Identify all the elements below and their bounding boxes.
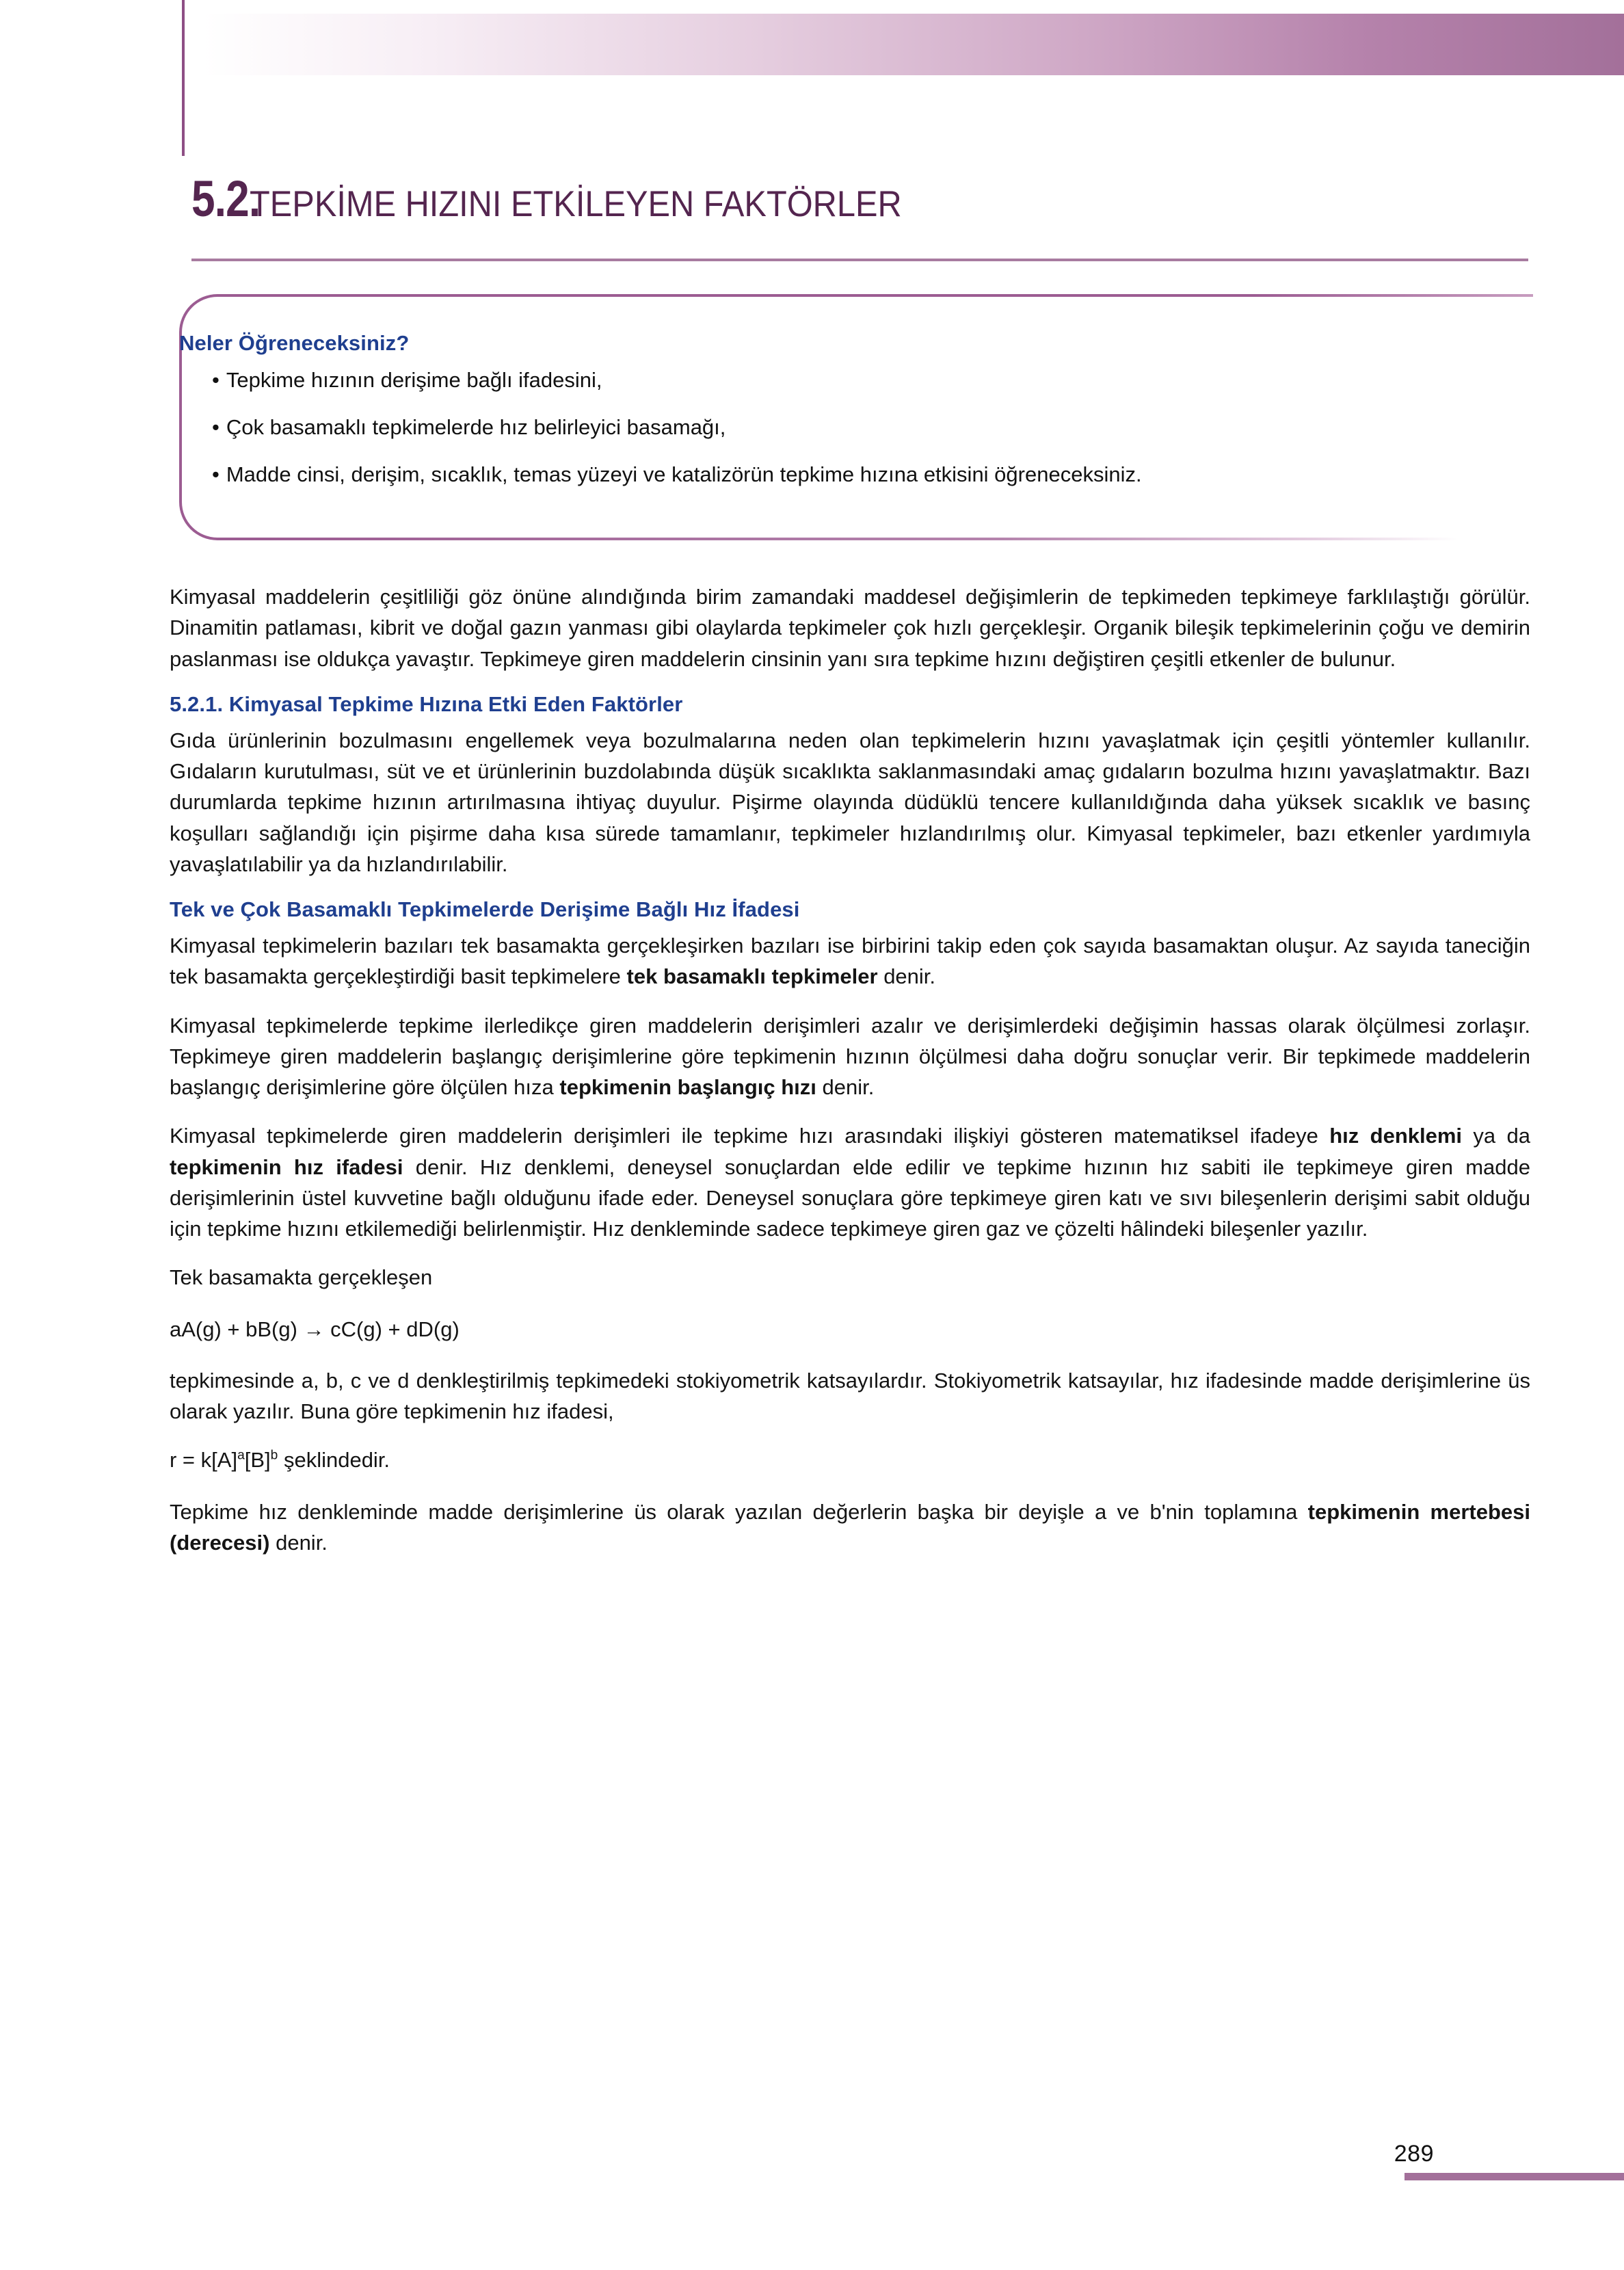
paragraph-text-pre: Kimyasal tepkimelerin bazıları tek basamakta gerçekleşirken bazıları ise birbirini takip eden çok sayıda basamaktan oluşur. Az sayıda taneciğin tek basamakta gerçekleştirdiği basit tepkimelere [170, 934, 1530, 989]
paragraph-text-bold: tepkimenin başlangıç hızı [559, 1075, 816, 1099]
learning-objectives-heading: Neler Öğreneceksiniz? [179, 331, 410, 355]
paragraph-text-pre: Tepkime hız denkleminde madde derişimlerine üs olarak yazılan değerlerin başka bir deyişle a ve b'nin toplamına [170, 1499, 1308, 1524]
bullet-icon: • [212, 415, 219, 439]
paragraph-reaction-order [170, 1496, 1530, 1559]
section-number: 5.2. [191, 170, 261, 227]
paragraph-initial-rate [170, 1010, 1530, 1103]
paragraph-text-post: denir. [816, 1075, 875, 1099]
footer-rule [1405, 2173, 1624, 2180]
section-title-text: TEPKİME HIZINI ETKİLEYEN FAKTÖRLER [250, 184, 903, 224]
section-heading-rate-expression: Tek ve Çok Basamaklı Tepkimelerde Derişime Bağlı Hız İfadesi [170, 897, 800, 921]
list-item [212, 417, 1511, 438]
list-item-label: Çok basamaklı tepkimelerde hız belirleyici basamağı, [226, 415, 726, 439]
paragraph-text-post: denir. Hız denklemi, deneysel sonuçlardan elde edilir ve tepkime hızının hız sabiti ile tepkimeye giren madde derişimlerinin üstel kuvvetine bağlı olduğunu ifade eder. Deneysel sonuçlara göre tepkimeye giren katı ve sıvı bileşenlerin derişimi sabit olduğu için tepkime hızını etkilemediği belirlenmiştir. Hız denkleminde sadece tepkimeye giren gaz ve çözelti hâlindeki bileşenler yazılır. [170, 1154, 1531, 1241]
list-item-label: Madde cinsi, derişim, sıcaklık, temas yüzeyi ve katalizörün tepkime hızına etkisini öğreneceksiniz. [226, 462, 1142, 486]
rate-law-expression [170, 1444, 1530, 1475]
body-content [170, 581, 1530, 1576]
rate-law-middle: [B] [244, 1448, 271, 1473]
box-left-rule [179, 332, 182, 502]
paragraph-rate-equation [170, 1120, 1530, 1244]
paragraph-stoichiometric: tepkimesinde a, b, c ve d denkleştirilmiş tepkimedeki stokiyometrik katsayılardır. Stokiyometrik katsayılar, hız ifadesinde madde derişimlerine üs olarak yazılır. Buna göre tepkimenin hız ifadesi, [170, 1368, 1530, 1423]
paragraph-single-step [170, 930, 1530, 992]
page-number: 289 [1394, 2141, 1434, 2167]
section-heading-5-2-1: 5.2.1. Kimyasal Tepkime Hızına Etki Eden Faktörler [170, 691, 683, 716]
paragraph-text-bold: tek basamaklı tepkimeler [626, 964, 878, 989]
rate-law-exponent-a: a [237, 1448, 245, 1463]
paragraph-factors: Gıda ürünlerinin bozulmasını engellemek veya bozulmalarına neden olan tepkimelerin hızını yavaşlatmak için çeşitli yöntemler kullanılır. Gıdaların kurutulması, süt ve et ürünlerinin buzdolabında düşük sıcaklıkta saklanmasındaki amaç gıdaların bozulma hızını yavaşlatmaktır. Bazı durumlarda tepkime hızının artırılmasına ihtiyaç duyulur. Pişirme olayında düdüklü tencere kullanıldığında daha yüksek sıcaklık ve basınç koşulları sağlandığı için pişirme daha kısa sürede tamamlanır, tepkimeler hızlandırılmış olur. Kimyasal tepkimeler, bazı etkenler yardımıyla yavaşlatılabilir ya da hızlandırılabilir. [170, 728, 1530, 876]
box-top-rule [258, 294, 1533, 297]
box-corner-top-left [179, 294, 261, 335]
single-step-lead: Tek basamakta gerçekleşen [170, 1265, 433, 1290]
title-underline [191, 259, 1528, 261]
chemical-equation: aA(g) + bB(g) → cC(g) + dD(g) [170, 1317, 460, 1341]
paragraph-text-pre: Kimyasal tepkimelerde giren maddelerin derişimleri ile tepkime hızı arasındaki ilişkiyi gösteren matematiksel ifadeye [170, 1124, 1330, 1148]
paragraph-text-post: denir. [269, 1530, 328, 1555]
top-gradient-banner [203, 14, 1624, 75]
list-item [212, 464, 1511, 485]
intro-paragraph: Kimyasal maddelerin çeşitliliği göz önüne alındığında birim zamandaki maddesel değişimlerin de tepkimeden tepkimeye farklılaştığı görülür. Dinamitin patlaması, kibrit ve doğal gazın yanması gibi olaylarda tepkimeler çok hızlı gerçekleşir. Organik bileşik tepkimelerinin çoğu ve demirin paslanması ise oldukça yavaştır. Tepkimeye giren maddelerin cinsinin yanı sıra tepkime hızını değiştiren çeşitli etkenler de bulunur. [170, 585, 1530, 671]
bullet-icon: • [212, 462, 219, 486]
box-bottom-rule [258, 538, 1458, 540]
learning-objectives-list [212, 369, 1511, 511]
page-title [191, 170, 1528, 235]
paragraph-text-bold-2: tepkimenin hız ifadesi [170, 1154, 403, 1179]
paragraph-text-bold-1: hız denklemi [1329, 1124, 1463, 1148]
list-item [212, 369, 1511, 391]
paragraph-text-mid: ya da [1462, 1124, 1531, 1148]
paragraph-text-pre: Kimyasal tepkimelerde tepkime ilerledikçe giren maddelerin derişimleri azalır ve derişimlerdeki değişimin hassas olarak ölçülmesi zorlaşır. Tepkimeye giren maddelerin başlangıç derişimlerine göre tepkimenin hızının ölçülmesi daha doğru sonuçlar verir. Bir tepkimede maddelerin başlangıç derişimlerine göre ölçülen hıza [170, 1013, 1530, 1099]
bullet-icon: • [212, 368, 219, 392]
rate-law-prefix: r = k[A] [170, 1448, 238, 1473]
paragraph-text-post: denir. [877, 964, 936, 989]
header-left-rule [182, 0, 185, 156]
paragraph-text-bold: tepkimenin mertebesi (derecesi) [170, 1499, 1530, 1555]
rate-law-suffix: şeklindedir. [278, 1448, 390, 1473]
rate-law-exponent-b: b [270, 1448, 278, 1463]
list-item-label: Tepkime hızının derişime bağlı ifadesini, [226, 368, 602, 392]
